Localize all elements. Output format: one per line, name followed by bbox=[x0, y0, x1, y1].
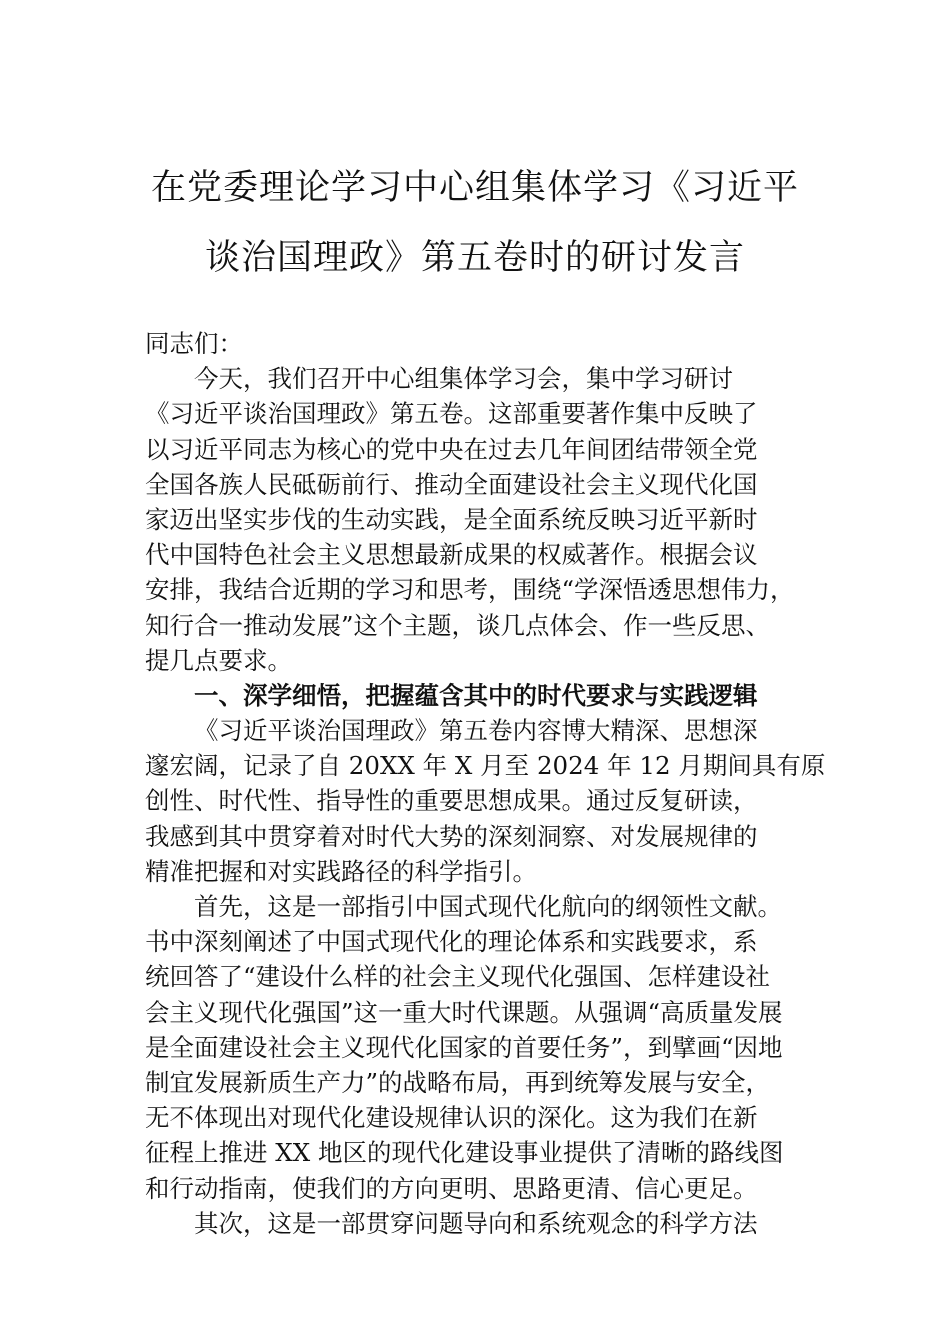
document-title-line-2: 谈治国理政》第五卷时的研讨发言 bbox=[204, 238, 745, 278]
paragraph-line: 家迈出坚实步伐的生动实践，是全面系统反映习近平新时 bbox=[145, 504, 758, 534]
paragraph-line: 制宜发展新质生产力”的战略布局，再到统筹发展与安全， bbox=[145, 1067, 771, 1097]
paragraph-line: 《习近平谈治国理政》第五卷。这部重要著作集中反映了 bbox=[145, 399, 758, 429]
paragraph-line: 无不体现出对现代化建设规律认识的深化。这为我们在新 bbox=[145, 1103, 758, 1133]
paragraph-line: 首先，这是一部指引中国式现代化航向的纲领性文献。 bbox=[194, 892, 782, 921]
paragraph-line: 是全面建设社会主义现代化国家的首要任务”，到擘画“因地 bbox=[145, 1032, 783, 1062]
paragraph-line: 全国各族人民砥砺前行、推动全面建设社会主义现代化国 bbox=[145, 469, 758, 499]
paragraph-line: 精准把握和对实践路径的科学指引。 bbox=[145, 856, 537, 886]
paragraph-line: 创性、时代性、指导性的重要思想成果。通过反复研读， bbox=[145, 786, 758, 816]
paragraph-line: 代中国特色社会主义思想最新成果的权威著作。根据会议 bbox=[145, 540, 758, 570]
paragraph-line: 统回答了“建设什么样的社会主义现代化强国、怎样建设社 bbox=[145, 962, 771, 992]
paragraph-line: 今天，我们召开中心组集体学习会，集中学习研讨 bbox=[194, 364, 733, 394]
paragraph-line: 征程上推进 XX 地区的现代化建设事业提供了清晰的路线图 bbox=[145, 1138, 784, 1168]
paragraph-line: 会主义现代化强国”这一重大时代课题。从强调“高质量发展 bbox=[145, 997, 783, 1027]
paragraph-line: 提几点要求。 bbox=[145, 645, 292, 675]
paragraph-line: 我感到其中贯穿着对时代大势的深刻洞察、对发展规律的 bbox=[145, 821, 758, 851]
paragraph-line: 书中深刻阐述了中国式现代化的理论体系和实践要求，系 bbox=[145, 927, 758, 957]
document-title-line-1: 在党委理论学习中心组集体学习《习近平 bbox=[150, 168, 799, 208]
paragraph-line: 以习近平同志为核心的党中央在过去几年间团结带领全党 bbox=[145, 434, 758, 464]
paragraph-line: 同志们： bbox=[145, 329, 243, 358]
paragraph-line: 知行合一推动发展”这个主题，谈几点体会、作一些反思、 bbox=[145, 610, 771, 640]
paragraph-line: 《习近平谈治国理政》第五卷内容博大精深、思想深 bbox=[194, 716, 758, 746]
paragraph-line: 安排，我结合近期的学习和思考，围绕“学深悟透思想伟力， bbox=[145, 575, 795, 605]
paragraph-line: 和行动指南，使我们的方向更明、思路更清、信心更足。 bbox=[145, 1173, 758, 1203]
paragraph-line: 其次，这是一部贯穿问题导向和系统观念的科学方法 bbox=[194, 1208, 758, 1238]
paragraph-line: 邃宏阔，记录了自 20XX 年 X 月至 2024 年 12 月期间具有原 bbox=[145, 751, 826, 781]
document-body bbox=[145, 326, 835, 1241]
section-heading-line: 一、深学细悟，把握蕴含其中的时代要求与实践逻辑 bbox=[194, 680, 758, 710]
